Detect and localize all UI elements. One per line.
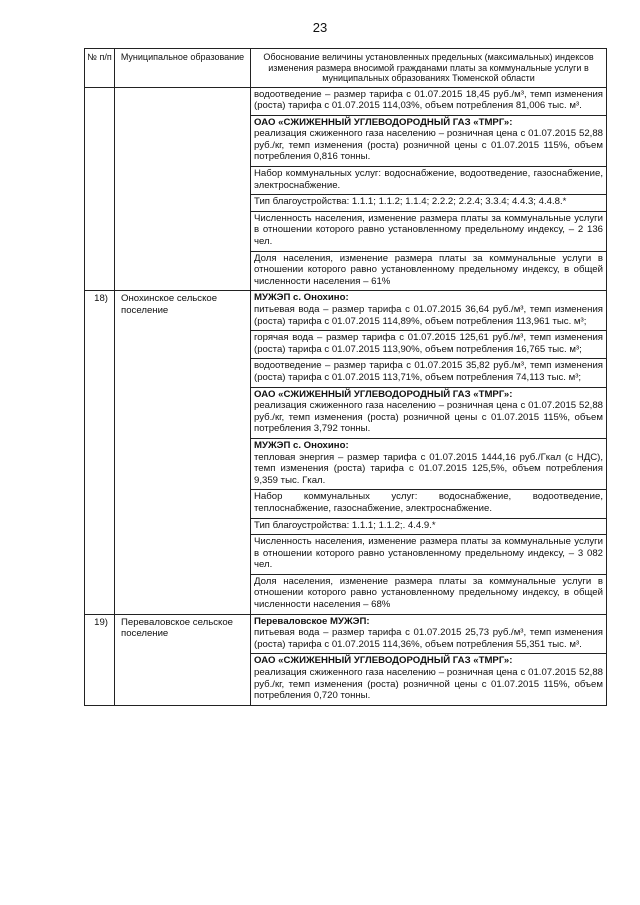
organization-name: ОАО «СЖИЖЕННЫЙ УГЛЕВОДОРОДНЫЙ ГАЗ «ТМРГ»: xyxy=(254,116,513,128)
table-row xyxy=(85,614,607,705)
justification-block xyxy=(251,388,606,439)
justification-block xyxy=(251,654,606,704)
justification-block xyxy=(251,252,606,291)
header-justification: Обоснование величины установленных предельных (максимальных) индексов изменения размера вносимой гражданами платы за коммунальные услуги в муниципальных образованиях Тюменской области xyxy=(251,49,607,88)
table-row xyxy=(85,291,607,614)
justification-block xyxy=(251,195,606,212)
municipality-name: Перевaловское сельское поселение xyxy=(115,614,251,705)
block-text: тепловая энергия – размер тарифа с 01.07.2015 1444,16 руб./Гкал (с НДС), темп изменения (роста) тарифа с 01.07.2015 125,5%, объем потребления 9,359 тыс. Гкал. xyxy=(254,451,603,486)
tariff-table xyxy=(84,48,607,706)
justification-block xyxy=(251,359,606,387)
organization-name: Перевaловское МУЖЭП: xyxy=(254,615,370,627)
block-text: питьевая вода – размер тарифа с 01.07.2015 36,64 руб./м³, темп изменения (роста) тарифа с 01.07.2015 114,89%, объем потребления 113,961 тыс. м³; xyxy=(254,304,603,327)
block-text: Тип благоустройства: 1.1.1; 1.1.2; 1.1.4; 2.2.2; 2.2.4; 3.3.4; 4.4.3; 4.4.8.* xyxy=(254,196,567,208)
block-text: реализация сжиженного газа населению – розничная цена с 01.07.2015 52,88 руб./кг, темп изменения (роста) розничной цены с 01.07.2015 115%, объем потребления 3,792 тонны. xyxy=(254,400,603,435)
justification-block xyxy=(251,116,606,167)
block-text: питьевая вода – размер тарифа с 01.07.2015 25,73 руб./м³, темп изменения (роста) тарифа с 01.07.2015 114,36%, объем потребления 55,351 тыс. м³. xyxy=(254,627,603,650)
block-text: реализация сжиженного газа населению – розничная цена с 01.07.2015 52,88 руб./кг, темп изменения (роста) розничной цены с 01.07.2015 115%, объем потребления 0,816 тонны. xyxy=(254,128,603,163)
table-row xyxy=(85,87,607,291)
organization-name: ОАО «СЖИЖЕННЫЙ УГЛЕВОДОРОДНЫЙ ГАЗ «ТМРГ»: xyxy=(254,655,513,667)
justification-cell xyxy=(251,291,607,614)
justification-block xyxy=(251,615,606,655)
justification-block xyxy=(251,535,606,575)
block-text: водоотведение – размер тарифа с 01.07.2015 18,45 руб./м³, темп изменения (роста) тарифа с 01.07.2015 114,03%, объем потребления 81,006 тыс. м³. xyxy=(254,88,603,112)
block-text: горячая вода – размер тарифа с 01.07.2015 125,61 руб./м³, темп изменения (роста) тарифа с 01.07.2015 113,90%, объем потребления 16,765 тыс. м³; xyxy=(254,332,603,355)
block-text: Доля населения, изменение размера платы за коммунальные услуги в отношении которого равно установленному предельному индексу, в общей численности населения – 61% xyxy=(254,252,603,287)
justification-block xyxy=(251,439,606,490)
header-num: № п/п xyxy=(85,49,115,88)
organization-name: МУЖЭП с. Онохино: xyxy=(254,292,349,304)
block-text: Набор коммунальных услуг: водоснабжение, водоотведение, теплоснабжение, газоснабжение, электроснабжение. xyxy=(254,491,603,514)
justification-cell xyxy=(251,614,607,705)
justification-block xyxy=(251,519,606,536)
justification-block xyxy=(251,575,606,614)
organization-name: МУЖЭП с. Онохино: xyxy=(254,439,349,451)
block-text: водоотведение – размер тарифа с 01.07.2015 35,82 руб./м³, темп изменения (роста) тарифа с 01.07.2015 113,71%, объем потребления 74,113 тыс. м³; xyxy=(254,360,603,383)
row-number xyxy=(85,87,115,291)
justification-block xyxy=(251,88,606,116)
block-text: Численность населения, изменение размера платы за коммунальные услуги в отношении которого равно установленному предельному индексу, – 3 082 чел. xyxy=(254,536,603,571)
block-text: Численность населения, изменение размера платы за коммунальные услуги в отношении которого равно установленному предельному индексу, – 2 136 чел. xyxy=(254,212,603,248)
municipality-name xyxy=(115,87,251,291)
justification-block xyxy=(251,331,606,359)
header-municipality: Муниципальное образование xyxy=(115,49,251,88)
justification-block xyxy=(251,291,606,331)
block-text: Доля населения, изменение размера платы за коммунальные услуги в отношении которого равно установленному предельному индексу, в общей численности населения – 68% xyxy=(254,575,603,611)
justification-block xyxy=(251,490,606,518)
table-header-row xyxy=(85,49,607,88)
justification-cell xyxy=(251,87,607,291)
justification-block xyxy=(251,212,606,252)
municipality-name: Онохинское сельское поселение xyxy=(115,291,251,614)
block-text: Тип благоустройства: 1.1.1; 1.1.2;. 4.4.9.* xyxy=(254,519,436,531)
block-text: реализация сжиженного газа населению – розничная цена с 01.07.2015 52,88 руб./кг, темп изменения (роста) розничной цены с 01.07.2015 115%, объем потребления 0,720 тонны. xyxy=(254,667,603,702)
page-number: 23 xyxy=(312,20,328,35)
block-text: Набор коммунальных услуг: водоснабжение, водоотведение, газоснабжение, электроснабжение. xyxy=(254,168,603,191)
row-number: 19) xyxy=(85,614,115,705)
row-number: 18) xyxy=(85,291,115,614)
justification-block xyxy=(251,167,606,195)
organization-name: ОАО «СЖИЖЕННЫЙ УГЛЕВОДОРОДНЫЙ ГАЗ «ТМРГ»: xyxy=(254,388,513,400)
